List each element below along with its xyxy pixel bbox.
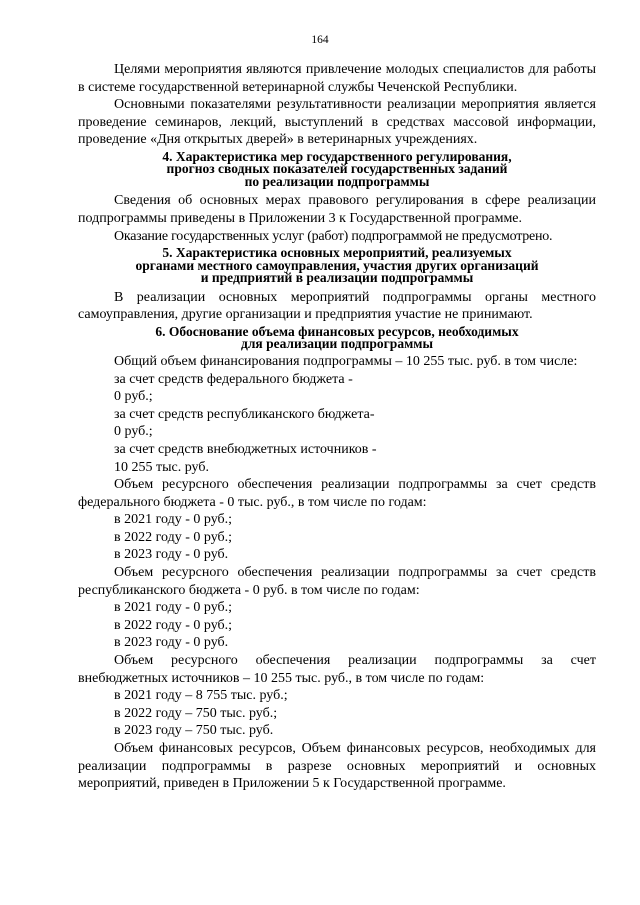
section-4-heading-line: по реализации подпрограммы xyxy=(244,173,430,189)
year-line: в 2023 году - 0 руб. xyxy=(114,635,229,651)
final-paragraph: Объем финансовых ресурсов, Объем финансовых ресурсов, необходимых для реализации подпрограммы в разрезе основных мероприятий и основных мероприятий, приведен в Приложении 5 к Государственной программе. xyxy=(78,741,596,792)
document-body xyxy=(78,61,596,793)
year-line: в 2021 году - 0 руб.; xyxy=(114,512,233,528)
section-6-heading-line: для реализации подпрограммы xyxy=(240,336,433,352)
intro-paragraph-goals: Целями мероприятия являются привлечение молодых специалистов для работы в системе государственной ветеринарной службы Чеченской Республики. xyxy=(78,62,596,95)
funding-source-line: за счет средств внебюджетных источников - xyxy=(114,441,377,457)
section-5-heading-line: 5. Характеристика основных мероприятий, реализуемых xyxy=(162,245,512,261)
extrabudgetary-paragraph: Объем ресурсного обеспечения реализации подпрограммы за счет внебюджетных источников – 10 255 тыс. руб., в том числе по годам: xyxy=(78,653,596,686)
page-number: 164 xyxy=(311,34,329,46)
section-4-paragraph-services: Оказание государственных услуг (работ) подпрограммой не предусмотрено. xyxy=(114,228,553,244)
section-4-paragraph-regulation: Сведения об основных мерах правового регулирования в сфере реализации подпрограммы приведены в Приложении 3 к Государственной программе. xyxy=(78,193,596,227)
year-line: в 2023 году – 750 тыс. руб. xyxy=(114,723,274,739)
year-line: в 2021 году – 8 755 тыс. руб.; xyxy=(114,688,288,704)
funding-source-line: 0 руб.; xyxy=(114,424,153,440)
section-4-heading xyxy=(78,148,596,189)
year-line: в 2022 году - 0 руб.; xyxy=(114,617,233,633)
section-6-heading xyxy=(78,323,596,352)
section-6-heading-line: 6. Обоснование объема финансовых ресурсов, необходимых xyxy=(155,323,519,339)
republic-budget-paragraph: Объем ресурсного обеспечения реализации подпрограммы за счет средств республиканского бюджета - 0 руб. в том числе по годам: xyxy=(78,565,596,598)
section-4-heading-line: прогноз сводных показателей государственных заданий xyxy=(166,161,508,177)
section-5-heading xyxy=(78,247,596,285)
section-5-heading-line: и предприятий в реализации подпрограммы xyxy=(200,270,474,286)
funding-source-line: за счет средств республиканского бюджета- xyxy=(114,406,375,422)
year-line: в 2022 году - 0 руб.; xyxy=(114,529,233,545)
year-line: в 2021 году - 0 руб.; xyxy=(114,600,233,616)
funding-source-line: за счет средств федерального бюджета - xyxy=(114,371,353,387)
funding-source-line: 10 255 тыс. руб. xyxy=(114,459,209,475)
section-6-total-paragraph: Общий объем финансирования подпрограммы – 10 255 тыс. руб. в том числе: xyxy=(114,353,578,369)
section-5-paragraph: В реализации основных мероприятий подпрограммы органы местного самоуправления, другие организации и предприятия участие не принимают. xyxy=(78,289,596,323)
funding-source-line: 0 руб.; xyxy=(114,389,153,405)
year-line: в 2023 году - 0 руб. xyxy=(114,547,229,563)
intro-paragraph-indicators: Основными показателями результативности реализации мероприятия является проведение семинаров, лекций, выступлений в средствах массовой информации, проведение «Дня открытых дверей» в ветеринарных учреждениях. xyxy=(78,97,596,148)
section-5-heading-line: органами местного самоуправления, участия других организаций xyxy=(135,257,539,273)
section-4-heading-line: 4. Характеристика мер государственного регулирования, xyxy=(162,148,512,164)
federal-budget-paragraph: Объем ресурсного обеспечения реализации подпрограммы за счет средств федерального бюджета - 0 тыс. руб., в том числе по годам: xyxy=(78,477,596,510)
year-line: в 2022 году – 750 тыс. руб.; xyxy=(114,705,278,721)
